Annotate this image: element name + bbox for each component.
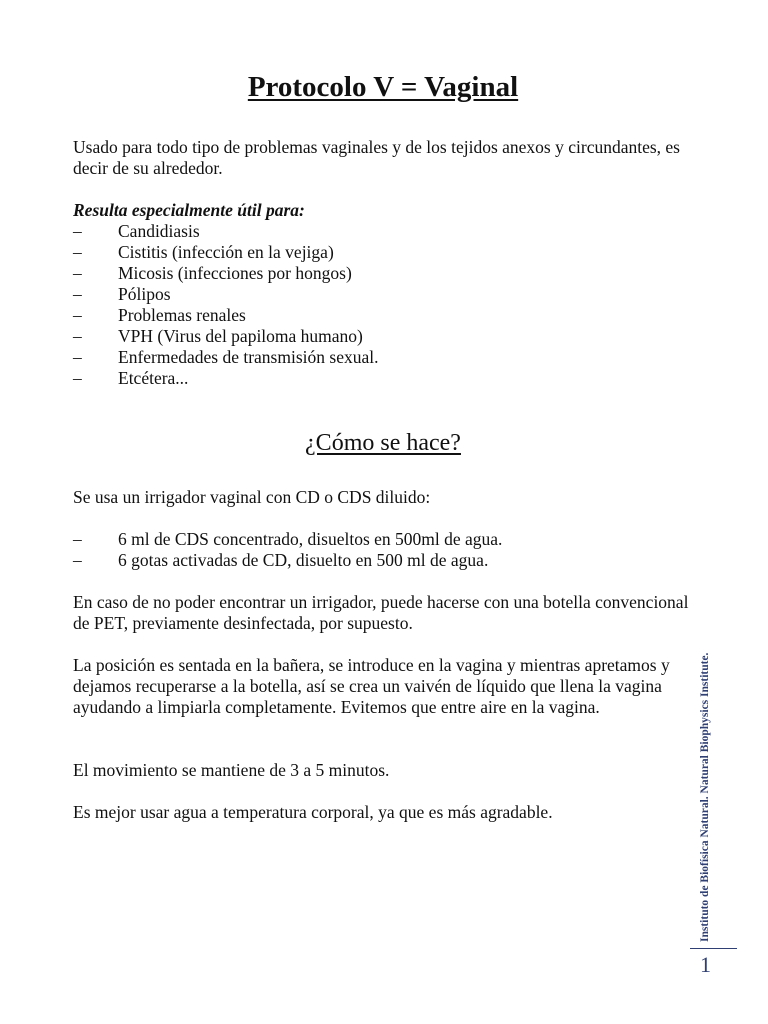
list-item-text: Micosis (infecciones por hongos) bbox=[118, 263, 352, 283]
list-item bbox=[73, 305, 693, 326]
list-item bbox=[73, 347, 693, 368]
temperature-paragraph: Es mejor usar agua a temperatura corporal, ya que es más agradable. bbox=[73, 802, 553, 822]
list-item-text: Pólipos bbox=[118, 284, 171, 304]
list-item bbox=[73, 221, 693, 242]
institute-side-label: Instituto de Biofísica Natural. Natural Biophysics Institute. bbox=[699, 652, 711, 942]
list-item-text: 6 ml de CDS concentrado, disueltos en 500ml de agua. bbox=[118, 529, 503, 549]
doses-list bbox=[73, 529, 693, 571]
list-dash: – bbox=[73, 221, 82, 241]
useful-heading: Resulta especialmente útil para: bbox=[73, 200, 305, 220]
usage-paragraph: Se usa un irrigador vaginal con CD o CDS diluido: bbox=[73, 487, 431, 507]
list-item bbox=[73, 284, 693, 305]
list-dash: – bbox=[73, 550, 82, 570]
list-item bbox=[73, 529, 693, 550]
list-dash: – bbox=[73, 284, 82, 304]
list-item-text: Problemas renales bbox=[118, 305, 246, 325]
list-item-text: Cistitis (infección en la vejiga) bbox=[118, 242, 334, 262]
list-dash: – bbox=[73, 242, 82, 262]
list-dash: – bbox=[73, 305, 82, 325]
list-dash: – bbox=[73, 368, 82, 388]
alternative-paragraph: En caso de no poder encontrar un irrigador, puede hacerse con una botella convencional de PET, previamente desinfectada, por supuesto. bbox=[73, 592, 689, 633]
list-item bbox=[73, 263, 693, 284]
useful-list bbox=[73, 221, 693, 389]
footer-divider bbox=[690, 948, 737, 949]
list-item-text: 6 gotas activadas de CD, disuelto en 500 ml de agua. bbox=[118, 550, 489, 570]
useful-section bbox=[73, 200, 693, 389]
list-item-text: Enfermedades de transmisión sexual. bbox=[118, 347, 379, 367]
list-dash: – bbox=[73, 263, 82, 283]
page-number: 1 bbox=[700, 952, 711, 977]
list-item bbox=[73, 326, 693, 347]
list-dash: – bbox=[73, 347, 82, 367]
list-item bbox=[73, 368, 693, 389]
list-item-text: VPH (Virus del papiloma humano) bbox=[118, 326, 363, 346]
list-item bbox=[73, 550, 693, 571]
position-paragraph: La posición es sentada en la bañera, se introduce en la vagina y mientras apretamos y dejamos recuperarse a la botella, así se crea un vaivén de líquido que llena la vagina ayudando a limpiarla completamente. Evitemos que entre aire en la vagina. bbox=[73, 655, 670, 717]
list-item bbox=[73, 242, 693, 263]
duration-paragraph: El movimiento se mantiene de 3 a 5 minutos. bbox=[73, 760, 390, 780]
page-title: Protocolo V = Vaginal bbox=[247, 71, 519, 103]
list-dash: – bbox=[73, 326, 82, 346]
list-dash: – bbox=[73, 529, 82, 549]
section-subtitle: ¿Cómo se hace? bbox=[305, 430, 461, 456]
list-item-text: Candidiasis bbox=[118, 221, 200, 241]
intro-paragraph: Usado para todo tipo de problemas vaginales y de los tejidos anexos y circundantes, es decir de su alrededor. bbox=[73, 137, 680, 178]
list-item-text: Etcétera... bbox=[118, 368, 189, 388]
